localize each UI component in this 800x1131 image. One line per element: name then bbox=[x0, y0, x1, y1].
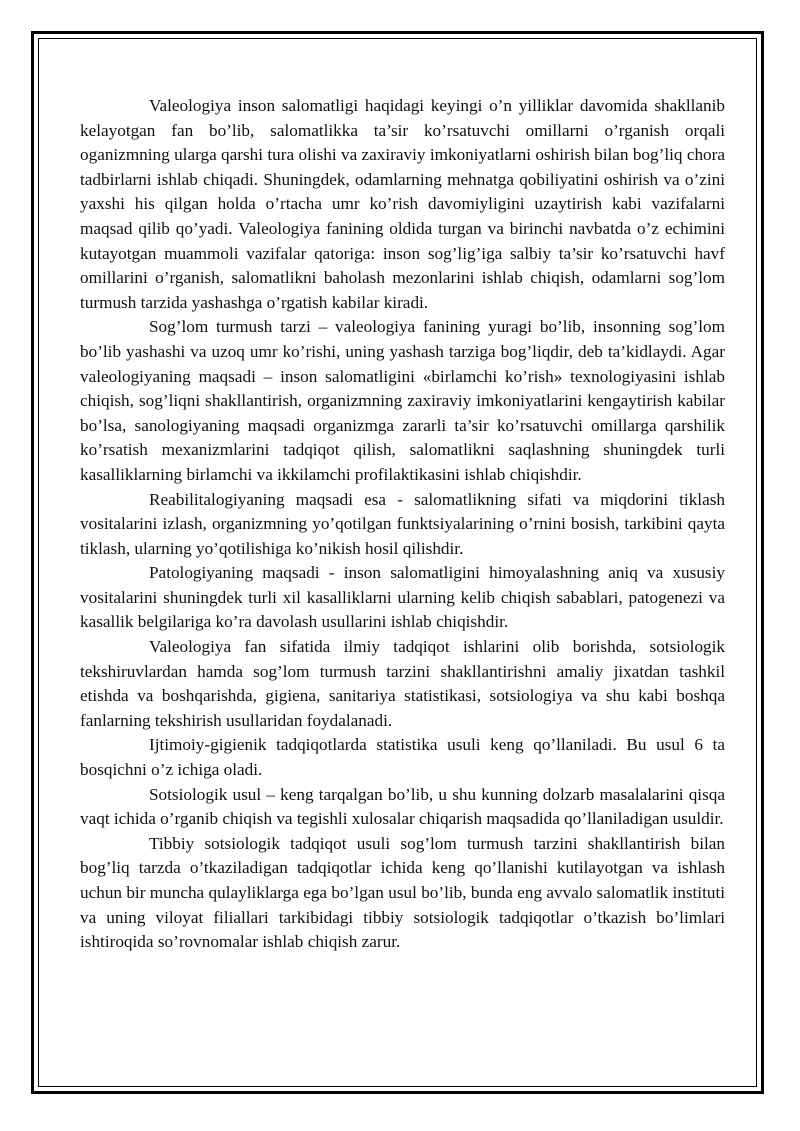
paragraph-valeologiya-intro: Valeologiya inson salomatligi haqidagi keyingi o’n yilliklar davomida shakllanib kelayotgan fan bo’lib, salomatlikka ta’sir ko’rsatuvchi omillarni o’rganish orqali oganizmning ularga qarshi tura olishi va zaxiraviy imkoniyatlarni oshirish bilan bog’liq chora tadbirlarni ishlab chiqadi. Shuningdek, odamlarning mehnatga qobiliyatini oshirish va o’zini yaxshi his qilgan holda o’rtacha umr ko’rish davomiyligini uzaytirish kabi vazifalarni maqsad qilib qo’yadi. Valeologiya fanining oldida turgan va birinchi navbatda o’z echimini kutayotgan muammoli vazifalar qatoriga: inson sog’lig’iga salbiy ta’sir ko’rsatuvchi havf omillarini o’rganish, salomatlikni baholash mezonlarini ishlab chiqish, odamlarni sog’lom turmush tarzida yashashga o’rgatish kabilar kiradi. bbox=[80, 96, 725, 312]
paragraph-reabilitalogiya: Reabilitalogiyaning maqsadi esa - salomatlikning sifati va miqdorini tiklash vositalarini izlash, organizmning yo’qotilgan funktsiyalarining o’rnini bosish, tarkibini qayta tiklash, ularning yo’qotilishiga ko’nikish hosil qilishdir. bbox=[80, 489, 725, 558]
paragraph-patologiya: Patologiyaning maqsadi - inson salomatligini himoyalashning aniq va xususiy vositalarini shuningdek turli xil kasalliklarni ularning kelib chiqish sabablari, patogenezi va kasallik belgilariga ko’ra davolash usullarini ishlab chiqishdir. bbox=[80, 563, 725, 632]
paragraph-sociological-method: Sotsiologik usul – keng tarqalgan bo’lib, u shu kunning dolzarb masalalarini qisqa vaqt ichida o’rganib chiqish va tegishli xulosalar chiqarish maqsadida qo’llaniladigan usuldir. bbox=[80, 784, 725, 829]
document-body bbox=[80, 94, 725, 955]
paragraph-statistics-method: Ijtimoiy-gigienik tadqiqotlarda statistika usuli keng qo’llaniladi. Bu usul 6 ta bosqichni o’z ichiga oladi. bbox=[80, 735, 725, 780]
paragraph-research-methods: Valeologiya fan sifatida ilmiy tadqiqot ishlarini olib borishda, sotsiologik tekshiruvlardan hamda sog’lom turmush tarzini shakllantirishni amaliy jixatdan tashkil etishda va boshqarishda, gigiena, sanitariya statistikasi, sotsiologiya va shu kabi boshqa fanlarning tekshirish usullaridan foydalanadi. bbox=[80, 637, 725, 730]
paragraph-sogʻlom-turmush: Sog’lom turmush tarzi – valeologiya fanining yuragi bo’lib, insonning sog’lom bo’lib yashashi va uzoq umr ko’rishi, uning yashash tarziga bog’liqdir, deb ta’kidlaydi. Agar valeologiyaning maqsadi – inson salomatligini «birlamchi ko’rish» texnologiyasini ishlab chiqish, sog’liqni shakllantirish, organizmning zaxiraviy imkoniyatlarini kengaytirish kabilar bo’lsa, sanologiyaning maqsadi organizmga zararli ta’sir ko’rsatuvchi omillarga qarshilik ko’rsatish mexanizmlarini tadqiqot qilish, salomatlikni saqlashning shuningdek turli kasalliklarning birlamchi va ikkilamchi profilaktikasini ishlab chiqishdir. bbox=[80, 317, 725, 484]
paragraph-medical-sociological-method: Tibbiy sotsiologik tadqiqot usuli sog’lom turmush tarzini shakllantirish bilan bog’liq tarzda o’tkaziladigan tadqiqotlar ichida keng qo’llanishi kutilayotgan va ishlash uchun bir muncha qulayliklarga ega bo’lgan usul bo’lib, bunda eng avvalo salomatlik instituti va uning viloyat filiallari tarkibidagi tibbiy sotsiologik tadqiqotlar o’tkazish bo’limlari ishtiroqida so’rovnomalar ishlab chiqish zarur. bbox=[80, 833, 725, 952]
